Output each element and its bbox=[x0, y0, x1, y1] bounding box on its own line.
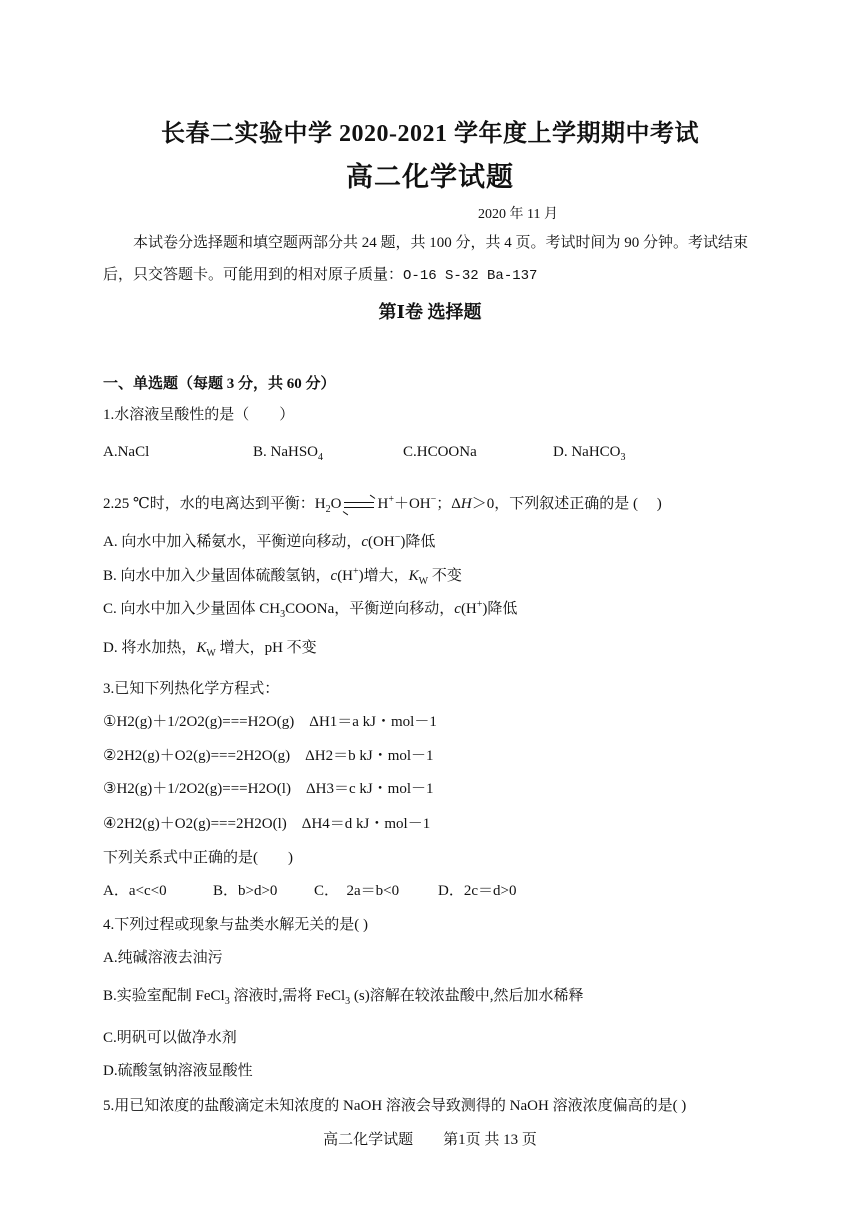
q3-equation-2: ②2H2(g)＋O2(g)===2H2O(g) ΔH2＝b kJ・mol－1 bbox=[103, 748, 434, 764]
q2-option-b: B. 向水中加入少量固体硫酸氢钠，c(H+)增大，$K_W$ 不变 bbox=[103, 566, 462, 587]
q2-option-a: A. 向水中加入稀氨水，平衡逆向移动，c(OH−)降低 bbox=[103, 532, 436, 550]
q3-stem: 3.已知下列热化学方程式： bbox=[103, 681, 280, 697]
q1-option-c: C.HCOONa bbox=[403, 444, 477, 460]
q3-equation-4: ④2H2(g)＋O2(g)===2H2O(l) ΔH4＝d kJ・mol－1 bbox=[103, 816, 431, 832]
q3-ask: 下列关系式中正确的是( ) bbox=[103, 850, 293, 866]
q2-stem: 2.25 ℃时，水的电离达到平衡：$H_2O$ H+＋OH−；ΔH＞0，下列叙述正确的是 ( ) bbox=[103, 494, 662, 515]
q2-option-c: C. 向水中加入少量固体 $CH_3COONa$，平衡逆向移动，c(H+)降低 bbox=[103, 599, 518, 620]
q1-option-d: D. NaHCO$_3$ bbox=[553, 444, 626, 463]
q3-option-a: A．a<c<0 bbox=[103, 883, 167, 899]
exam-subtitle: 高二化学试题 bbox=[346, 162, 514, 192]
q3-option-b: B．b>d>0 bbox=[213, 883, 278, 899]
q1-option-b: B. NaHSO$_4$ bbox=[253, 444, 324, 463]
q4-option-a: A.纯碱溶液去油污 bbox=[103, 950, 223, 966]
q1-stem: 1.水溶液呈酸性的是（ ） bbox=[103, 407, 295, 423]
q1-option-a: A.NaCl bbox=[103, 444, 150, 460]
instructions-text: 本试卷分选择题和填空题两部分共 24 题，共 100 分，共 4 页。考试时间为 90 分钟。考试结束后，只交答题卡。可能用到的相对原子质量： bbox=[103, 235, 749, 283]
q2-option-d: D. 将水加热，$K_W$ 增大，pH 不变 bbox=[103, 640, 317, 659]
q3-equation-1: ①H2(g)＋1/2O2(g)===H2O(g) ΔH1＝a kJ・mol－1 bbox=[103, 714, 437, 730]
q5-stem: 5.用已知浓度的盐酸滴定未知浓度的 NaOH 溶液会导致测得的 NaOH 溶液浓度偏高的是( ) bbox=[103, 1098, 687, 1114]
part-title: 第Ⅰ卷 选择题 bbox=[378, 302, 482, 322]
exam-date: 2020 年 11 月 bbox=[478, 207, 558, 222]
q4-stem: 4.下列过程或现象与盐类水解无关的是( ) bbox=[103, 917, 368, 933]
q3-equation-3: ③H2(g)＋1/2O2(g)===H2O(l) ΔH3＝c kJ・mol－1 bbox=[103, 781, 434, 797]
section-title: 一、单选题（每题 3 分，共 60 分） bbox=[103, 376, 336, 392]
q3-option-d: D．2c＝d>0 bbox=[438, 883, 517, 899]
equilibrium-arrow-icon bbox=[344, 500, 374, 510]
q3-option-c: C． 2a＝b<0 bbox=[314, 883, 400, 899]
atomic-masses: O-16 S-32 Ba-137 bbox=[403, 268, 538, 284]
exam-title: 长春二实验中学 2020-2021 学年度上学期期中考试 bbox=[161, 121, 699, 147]
exam-instructions bbox=[103, 227, 763, 292]
q4-option-c: C.明矾可以做净水剂 bbox=[103, 1030, 237, 1046]
q4-option-d: D.硫酸氢钠溶液显酸性 bbox=[103, 1063, 253, 1079]
page-footer: 高二化学试题 第1页 共 13 页 bbox=[323, 1132, 537, 1148]
q4-option-b: B.实验室配制 FeCl$_3$ 溶液时,需将 FeCl$_3$ (s)溶解在较浓盐酸中,然后加水稀释 bbox=[103, 988, 584, 1007]
